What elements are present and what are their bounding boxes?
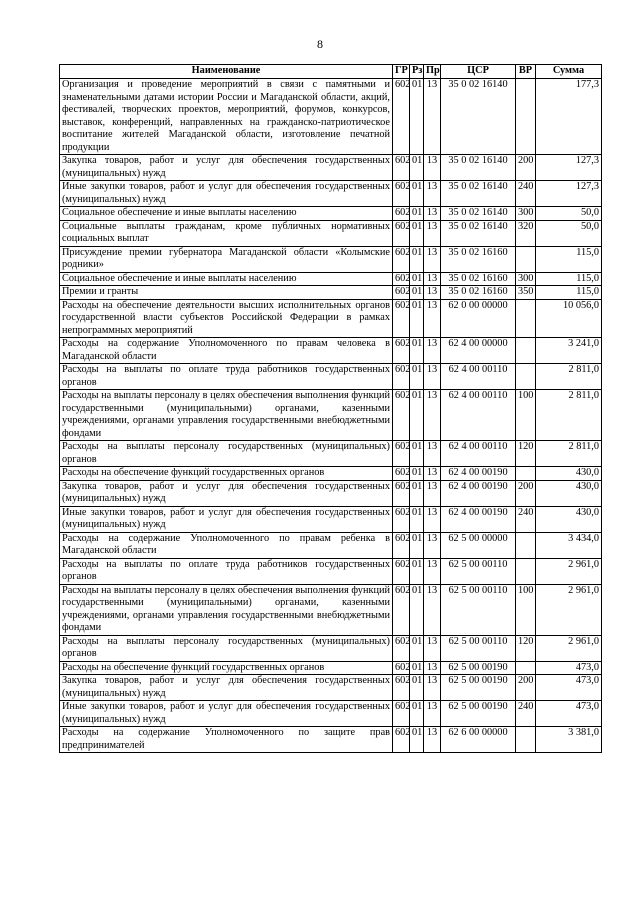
row-gr: 602: [393, 727, 410, 753]
table-row: [60, 701, 602, 727]
row-csr: 35 0 02 16160: [441, 272, 516, 286]
row-sum: 3 241,0: [536, 338, 602, 364]
row-vr: 120: [516, 441, 536, 467]
row-pr: 13: [424, 675, 441, 701]
table-row: [60, 220, 602, 246]
row-csr: 62 4 00 00110: [441, 364, 516, 390]
row-vr: 200: [516, 480, 536, 506]
row-pr: 13: [424, 79, 441, 155]
table-row: [60, 480, 602, 506]
page-number: 8: [317, 37, 323, 51]
row-gr: 602: [393, 246, 410, 272]
row-vr: [516, 364, 536, 390]
row-rz: 01: [410, 727, 424, 753]
row-name: Закупка товаров, работ и услуг для обеспечения государственных (муниципальных) нужд: [60, 155, 393, 181]
row-csr: 35 0 02 16140: [441, 220, 516, 246]
row-sum: 10 056,0: [536, 299, 602, 338]
row-vr: 120: [516, 635, 536, 661]
row-pr: 13: [424, 441, 441, 467]
row-vr: 240: [516, 506, 536, 532]
row-pr: 13: [424, 727, 441, 753]
row-sum: 2 811,0: [536, 441, 602, 467]
table-row: [60, 558, 602, 584]
row-rz: 01: [410, 635, 424, 661]
row-rz: 01: [410, 532, 424, 558]
row-gr: 602: [393, 272, 410, 286]
row-pr: 13: [424, 181, 441, 207]
row-gr: 602: [393, 364, 410, 390]
row-pr: 13: [424, 661, 441, 675]
row-vr: 100: [516, 390, 536, 441]
row-name: Социальное обеспечение и иные выплаты населению: [60, 207, 393, 221]
row-sum: 3 434,0: [536, 532, 602, 558]
row-name: Социальное обеспечение и иные выплаты населению: [60, 272, 393, 286]
row-name: Иные закупки товаров, работ и услуг для обеспечения государственных (муниципальных) нужд: [60, 506, 393, 532]
row-pr: 13: [424, 480, 441, 506]
row-gr: 602: [393, 155, 410, 181]
row-pr: 13: [424, 272, 441, 286]
row-gr: 602: [393, 480, 410, 506]
row-csr: 62 4 00 00190: [441, 480, 516, 506]
row-gr: 602: [393, 299, 410, 338]
table-header-row: [60, 65, 602, 79]
row-rz: 01: [410, 246, 424, 272]
row-gr: 602: [393, 286, 410, 300]
row-vr: 240: [516, 181, 536, 207]
row-pr: 13: [424, 207, 441, 221]
row-csr: 62 4 00 00190: [441, 506, 516, 532]
row-sum: 115,0: [536, 272, 602, 286]
row-sum: 430,0: [536, 506, 602, 532]
row-rz: 01: [410, 441, 424, 467]
row-gr: 602: [393, 181, 410, 207]
row-pr: 13: [424, 338, 441, 364]
header-name: Наименование: [60, 65, 393, 79]
row-sum: 2 811,0: [536, 364, 602, 390]
row-name: Расходы на выплаты по оплате труда работников государственных органов: [60, 364, 393, 390]
row-name: Закупка товаров, работ и услуг для обеспечения государственных (муниципальных) нужд: [60, 480, 393, 506]
row-sum: 3 381,0: [536, 727, 602, 753]
row-rz: 01: [410, 181, 424, 207]
header-vr: ВР: [516, 65, 536, 79]
row-csr: 35 0 02 16140: [441, 181, 516, 207]
row-csr: 35 0 02 16160: [441, 286, 516, 300]
row-rz: 01: [410, 467, 424, 481]
table-row: [60, 272, 602, 286]
row-vr: [516, 299, 536, 338]
row-rz: 01: [410, 207, 424, 221]
budget-table: [59, 64, 602, 753]
row-rz: 01: [410, 480, 424, 506]
row-csr: 62 5 00 00110: [441, 584, 516, 635]
table-row: [60, 441, 602, 467]
row-csr: 62 5 00 00190: [441, 701, 516, 727]
row-vr: [516, 727, 536, 753]
row-rz: 01: [410, 155, 424, 181]
table-row: [60, 506, 602, 532]
row-csr: 62 5 00 00110: [441, 635, 516, 661]
table-row: [60, 364, 602, 390]
header-pr: Пр: [424, 65, 441, 79]
row-sum: 177,3: [536, 79, 602, 155]
row-name: Расходы на выплаты персоналу в целях обеспечения выполнения функций государственными (муниципальными) органами, казенными учреждениями, органами управления государственными внебюджетными фондами: [60, 390, 393, 441]
row-csr: 35 0 02 16140: [441, 155, 516, 181]
row-rz: 01: [410, 661, 424, 675]
row-vr: [516, 558, 536, 584]
row-vr: [516, 661, 536, 675]
header-sum: Сумма: [536, 65, 602, 79]
row-pr: 13: [424, 286, 441, 300]
row-sum: 115,0: [536, 286, 602, 300]
row-csr: 62 4 00 00110: [441, 390, 516, 441]
table-row: [60, 584, 602, 635]
row-sum: 430,0: [536, 467, 602, 481]
row-name: Расходы на содержание Уполномоченного по защите прав предпринимателей: [60, 727, 393, 753]
row-csr: 62 5 00 00000: [441, 532, 516, 558]
row-name: Социальные выплаты гражданам, кроме публичных нормативных социальных выплат: [60, 220, 393, 246]
row-gr: 602: [393, 675, 410, 701]
row-name: Расходы на содержание Уполномоченного по правам человека в Магаданской области: [60, 338, 393, 364]
row-rz: 01: [410, 272, 424, 286]
row-name: Расходы на содержание Уполномоченного по правам ребенка в Магаданской области: [60, 532, 393, 558]
row-rz: 01: [410, 506, 424, 532]
row-rz: 01: [410, 584, 424, 635]
row-gr: 602: [393, 558, 410, 584]
row-pr: 13: [424, 155, 441, 181]
row-vr: 200: [516, 675, 536, 701]
row-rz: 01: [410, 299, 424, 338]
row-pr: 13: [424, 532, 441, 558]
row-pr: 13: [424, 467, 441, 481]
row-csr: 62 4 00 00190: [441, 467, 516, 481]
row-vr: [516, 338, 536, 364]
row-name: Иные закупки товаров, работ и услуг для обеспечения государственных (муниципальных) нужд: [60, 701, 393, 727]
row-sum: 127,3: [536, 155, 602, 181]
row-rz: 01: [410, 364, 424, 390]
row-name: Расходы на обеспечение функций государственных органов: [60, 661, 393, 675]
row-vr: 300: [516, 272, 536, 286]
header-csr: ЦСР: [441, 65, 516, 79]
row-pr: 13: [424, 506, 441, 532]
row-pr: 13: [424, 701, 441, 727]
row-pr: 13: [424, 390, 441, 441]
row-name: Расходы на выплаты по оплате труда работников государственных органов: [60, 558, 393, 584]
row-pr: 13: [424, 364, 441, 390]
table-row: [60, 727, 602, 753]
row-rz: 01: [410, 220, 424, 246]
table-row: [60, 79, 602, 155]
row-sum: 473,0: [536, 701, 602, 727]
row-sum: 2 811,0: [536, 390, 602, 441]
row-gr: 602: [393, 220, 410, 246]
table-row: [60, 390, 602, 441]
row-csr: 35 0 02 16160: [441, 246, 516, 272]
row-name: Расходы на обеспечение функций государственных органов: [60, 467, 393, 481]
table-row: [60, 467, 602, 481]
row-csr: 62 5 00 00190: [441, 675, 516, 701]
row-pr: 13: [424, 246, 441, 272]
row-name: Закупка товаров, работ и услуг для обеспечения государственных (муниципальных) нужд: [60, 675, 393, 701]
row-pr: 13: [424, 220, 441, 246]
row-csr: 62 5 00 00110: [441, 558, 516, 584]
table-row: [60, 635, 602, 661]
row-rz: 01: [410, 79, 424, 155]
table-row: [60, 532, 602, 558]
row-name: Расходы на выплаты персоналу в целях обеспечения выполнения функций государственными (муниципальными) органами, казенными учреждениями, органами управления государственными внебюджетными фондами: [60, 584, 393, 635]
row-rz: 01: [410, 701, 424, 727]
row-vr: 300: [516, 207, 536, 221]
row-sum: 473,0: [536, 675, 602, 701]
row-rz: 01: [410, 286, 424, 300]
row-rz: 01: [410, 675, 424, 701]
table-row: [60, 207, 602, 221]
row-gr: 602: [393, 584, 410, 635]
row-pr: 13: [424, 584, 441, 635]
table-row: [60, 246, 602, 272]
row-vr: 320: [516, 220, 536, 246]
row-gr: 602: [393, 467, 410, 481]
row-gr: 602: [393, 207, 410, 221]
row-sum: 127,3: [536, 181, 602, 207]
row-name: Расходы на выплаты персоналу государственных (муниципальных) органов: [60, 635, 393, 661]
table-row: [60, 675, 602, 701]
table-row: [60, 155, 602, 181]
row-sum: 2 961,0: [536, 635, 602, 661]
row-sum: 50,0: [536, 220, 602, 246]
table-row: [60, 338, 602, 364]
row-pr: 13: [424, 635, 441, 661]
row-pr: 13: [424, 299, 441, 338]
row-rz: 01: [410, 390, 424, 441]
row-name: Расходы на обеспечение деятельности высших исполнительных органов государственной власти субъектов Российской Федерации в рамках непрограммных мероприятий: [60, 299, 393, 338]
table-row: [60, 299, 602, 338]
row-csr: 62 5 00 00190: [441, 661, 516, 675]
row-sum: 473,0: [536, 661, 602, 675]
row-gr: 602: [393, 532, 410, 558]
row-vr: [516, 467, 536, 481]
table-row: [60, 286, 602, 300]
row-csr: 35 0 02 16140: [441, 79, 516, 155]
row-csr: 62 4 00 00000: [441, 338, 516, 364]
row-gr: 602: [393, 390, 410, 441]
row-sum: 50,0: [536, 207, 602, 221]
row-sum: 2 961,0: [536, 584, 602, 635]
row-gr: 602: [393, 635, 410, 661]
row-sum: 2 961,0: [536, 558, 602, 584]
row-vr: [516, 532, 536, 558]
row-gr: 602: [393, 79, 410, 155]
table-body: [60, 79, 602, 753]
row-vr: 200: [516, 155, 536, 181]
row-csr: 62 4 00 00110: [441, 441, 516, 467]
row-name: Расходы на выплаты персоналу государственных (муниципальных) органов: [60, 441, 393, 467]
row-vr: [516, 246, 536, 272]
row-csr: 35 0 02 16140: [441, 207, 516, 221]
row-rz: 01: [410, 558, 424, 584]
row-csr: 62 0 00 00000: [441, 299, 516, 338]
row-gr: 602: [393, 441, 410, 467]
row-pr: 13: [424, 558, 441, 584]
row-rz: 01: [410, 338, 424, 364]
row-csr: 62 6 00 00000: [441, 727, 516, 753]
header-rz: Рз: [410, 65, 424, 79]
row-name: Организация и проведение мероприятий в связи с памятными и знаменательными датами истории России и Магаданской области, акций, фестивалей, творческих проектов, мероприятий, форумов, конкурсов, выставок, конференций, направленных на гражданско-патриотическое воспитание жителей Магаданской области, изготовление печатной продукции: [60, 79, 393, 155]
header-gr: ГР: [393, 65, 410, 79]
row-gr: 602: [393, 661, 410, 675]
row-gr: 602: [393, 338, 410, 364]
row-gr: 602: [393, 701, 410, 727]
row-name: Иные закупки товаров, работ и услуг для обеспечения государственных (муниципальных) нужд: [60, 181, 393, 207]
table-row: [60, 181, 602, 207]
table-row: [60, 661, 602, 675]
row-sum: 115,0: [536, 246, 602, 272]
row-vr: 350: [516, 286, 536, 300]
row-vr: [516, 79, 536, 155]
row-name: Присуждение премии губернатора Магаданской области «Колымские родники»: [60, 246, 393, 272]
row-vr: 100: [516, 584, 536, 635]
row-name: Премии и гранты: [60, 286, 393, 300]
row-sum: 430,0: [536, 480, 602, 506]
row-vr: 240: [516, 701, 536, 727]
row-gr: 602: [393, 506, 410, 532]
